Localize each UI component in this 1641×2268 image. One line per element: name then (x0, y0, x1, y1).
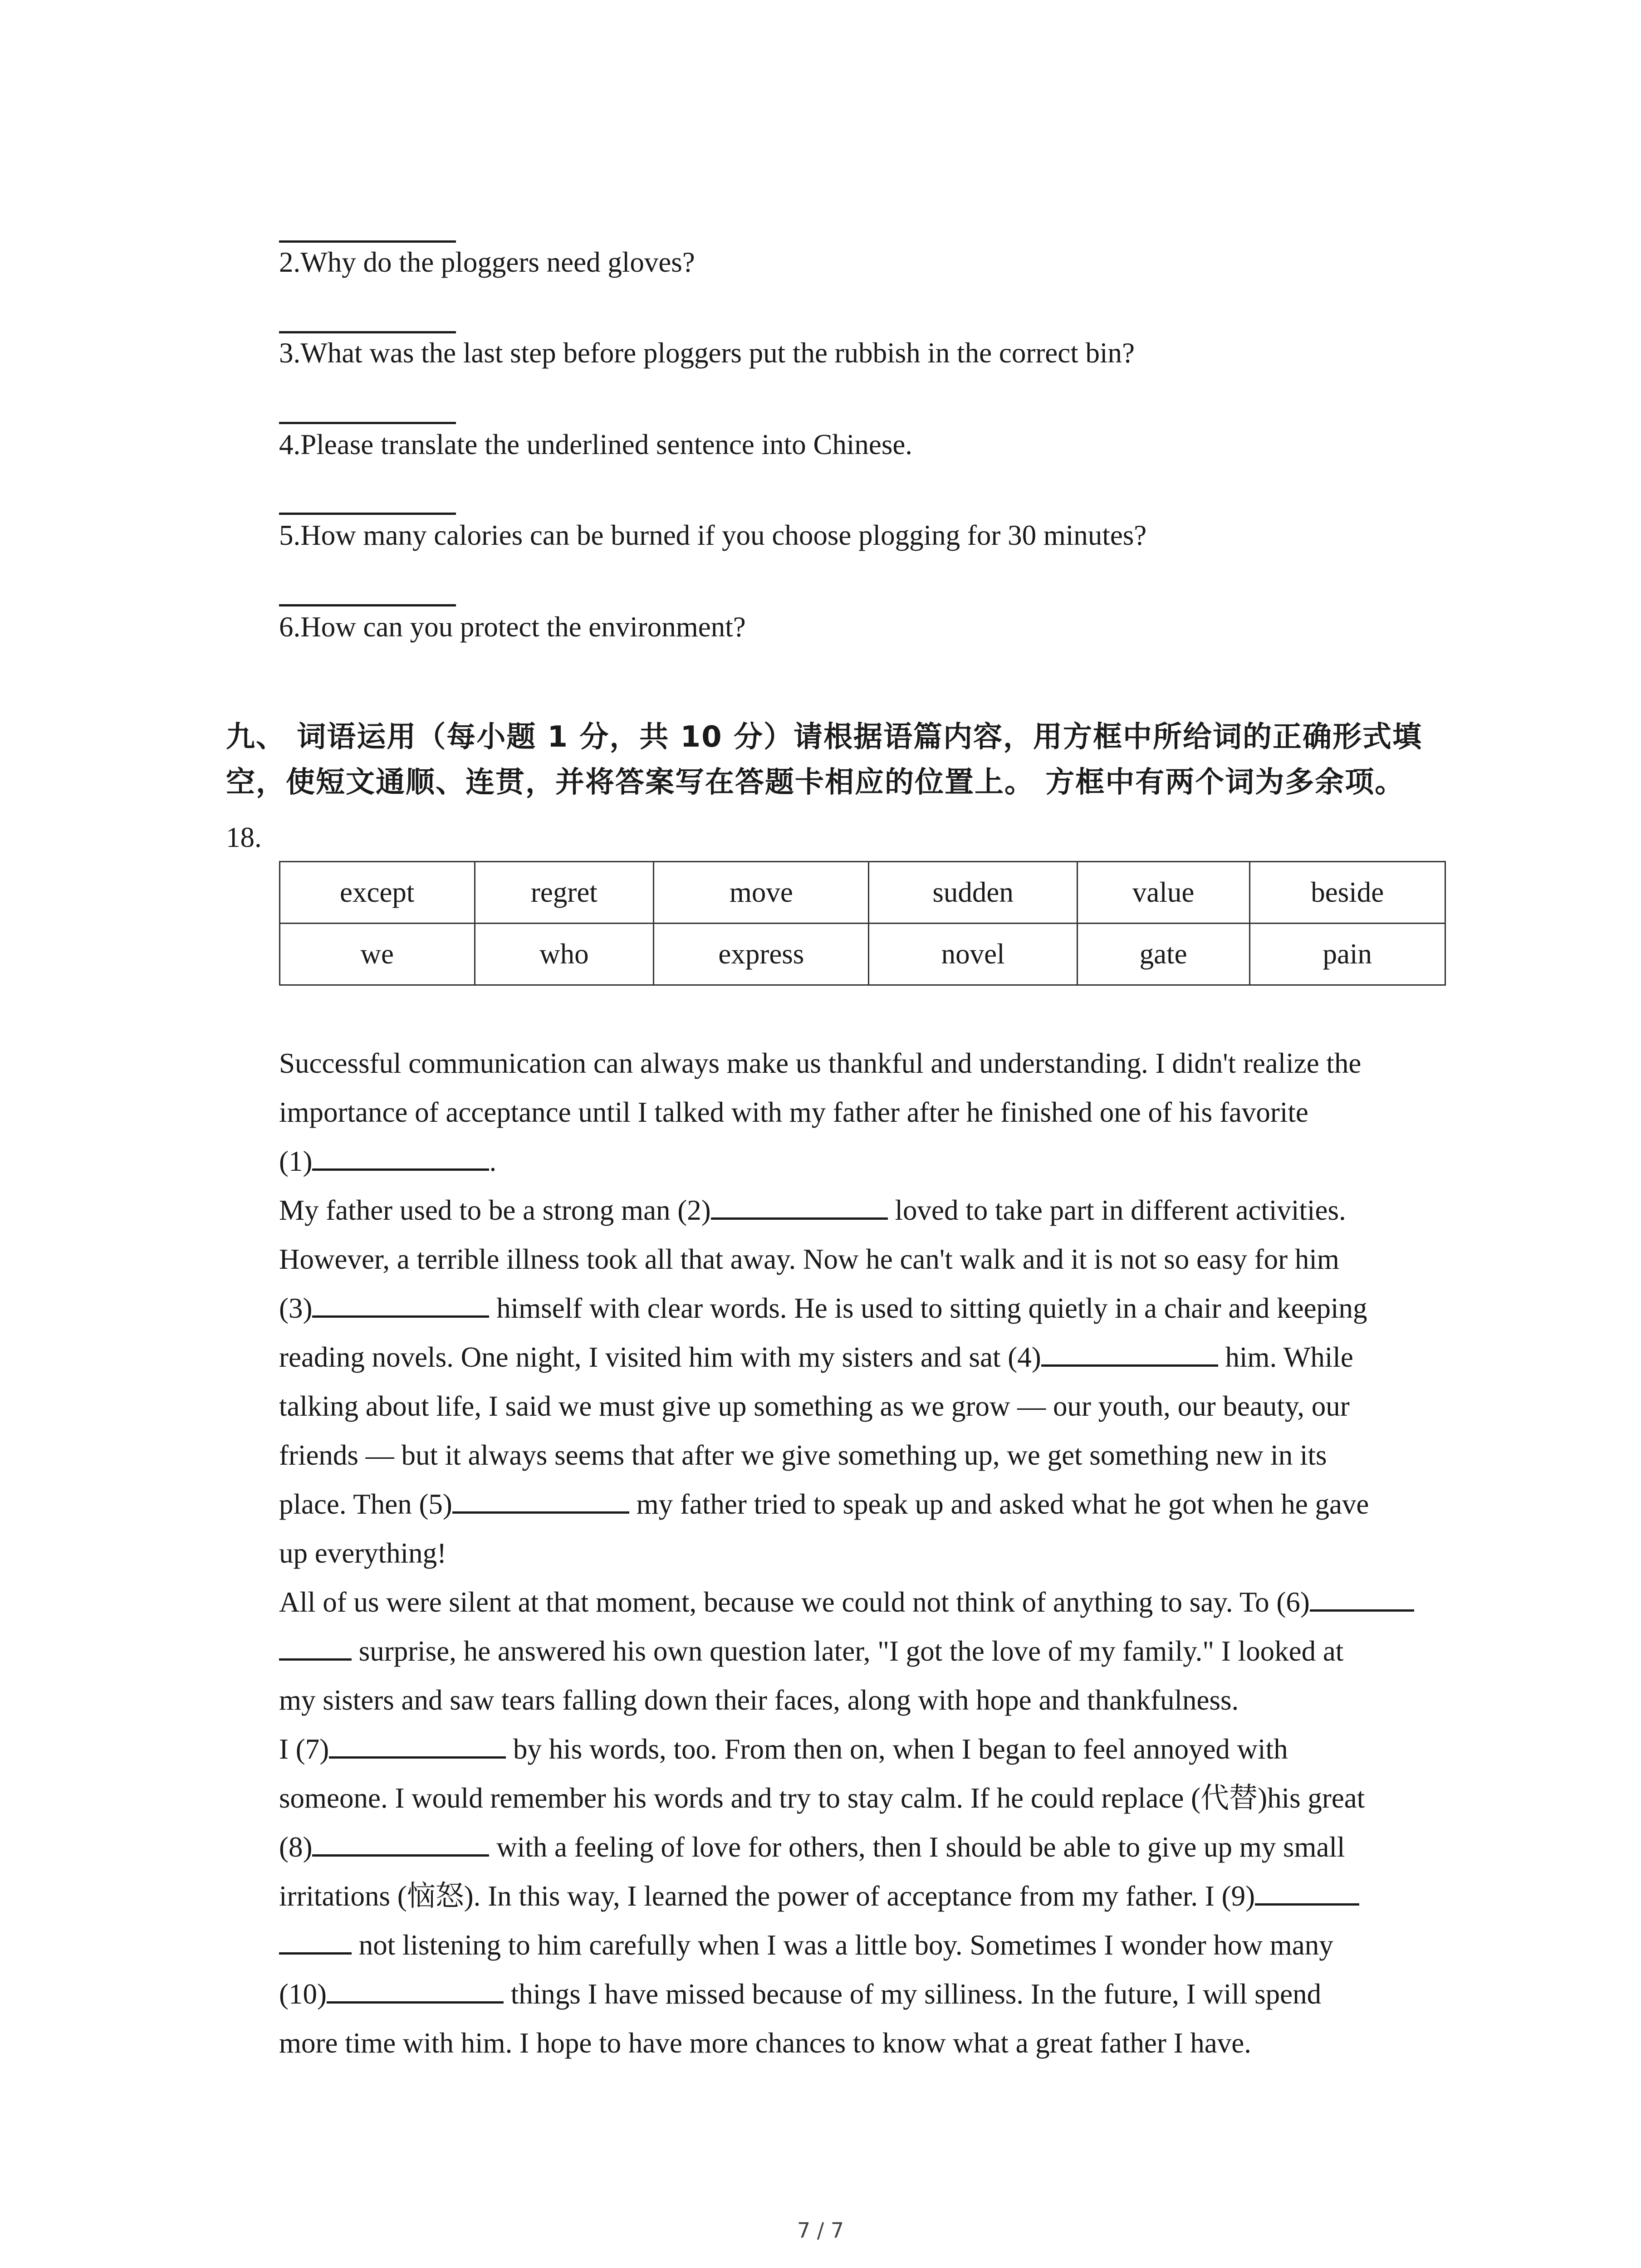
passage-text: surprise, he answered his own question later, "I got the love of my family." I looked at my sisters and saw tears falling down their faces, along with hope and thankfulness. I (7) (279, 1635, 1344, 1765)
word-box (279, 861, 1446, 986)
blank-1 (312, 1140, 489, 1171)
cloze-passage (279, 1039, 1504, 2068)
passage-text: my father tried to speak up and asked what he got when he gave up everything! All of us were silent at that moment, because we could not think of anything to say. To (6) (279, 1488, 1369, 1618)
word-cell: we (280, 924, 475, 985)
blank-2 (711, 1189, 888, 1220)
passage-text: him. While talking about life, I said we must give up something as we grow — our youth, our beauty, our friends — but it always seems that after we give something up, we get something new in its place. Then (5) (279, 1341, 1353, 1520)
question-6: 6.How can you protect the environment? (279, 611, 746, 643)
blank-6a (1310, 1581, 1414, 1612)
page-number: 7 / 7 (797, 2218, 844, 2243)
word-cell: who (475, 924, 654, 985)
question-4: 4.Please translate the underlined sentence into Chinese. (279, 429, 913, 460)
blank-5 (452, 1483, 629, 1514)
answer-line-4 (279, 513, 456, 515)
blank-9b (279, 1924, 352, 1955)
passage-text: not listening to him carefully when I was a little boy. Sometimes I wonder how many (10) (279, 1929, 1333, 2010)
passage-text: Successful communication can always make us thankful and understanding. I didn't realize the importance of acceptance until I talked with my father after he finished one of his favorite (1) (279, 1047, 1362, 1177)
word-cell: value (1077, 862, 1249, 924)
passage-text: by his words, too. From then on, when I began to feel annoyed with someone. I would remember his words and try to stay calm. If he could replace (代替)his great (8) (279, 1733, 1365, 1863)
word-cell: pain (1249, 924, 1445, 985)
word-cell: regret (475, 862, 654, 924)
word-cell: express (654, 924, 869, 985)
question-number: 18. (226, 821, 262, 853)
question-5: 5.How many calories can be burned if you choose plogging for 30 minutes? (279, 519, 1147, 551)
word-box-row (280, 924, 1445, 985)
word-cell: move (654, 862, 869, 924)
word-cell: gate (1077, 924, 1249, 985)
blank-4 (1041, 1336, 1218, 1367)
question-3: 3.What was the last step before ploggers put the rubbish in the correct bin? (279, 337, 1135, 369)
blank-6b (279, 1630, 352, 1661)
word-cell: except (280, 862, 475, 924)
question-2: 2.Why do the ploggers need gloves? (279, 246, 695, 278)
passage-text: . My father used to be a strong man (2) (279, 1145, 711, 1226)
answer-line-2 (279, 331, 456, 333)
section-heading: 九、 词语运用（每小题 1 分，共 10 分）请根据语篇内容，用方框中所给词的正确形式填空，使短文通顺、连贯，并将答案写在答题卡相应的位置上。 方框中有两个词为多余项。 (226, 720, 1422, 799)
blank-10 (327, 1973, 504, 2004)
word-cell: beside (1249, 862, 1445, 924)
answer-line-5 (279, 604, 456, 606)
word-box-row (280, 862, 1445, 924)
blank-3 (312, 1287, 489, 1318)
blank-9a (1255, 1875, 1359, 1906)
blank-7 (329, 1728, 506, 1759)
passage-text: loved to take part in different activities. However, a terrible illness took all that away. Now he can't walk and it is not so easy for him (3) (279, 1194, 1346, 1324)
word-cell: sudden (869, 862, 1077, 924)
word-cell: novel (869, 924, 1077, 985)
passage-text: with a feeling of love for others, then I should be able to give up my small irritations (恼怒). In this way, I learned the power of acceptance from my father. I (9) (279, 1831, 1345, 1912)
passage-text: himself with clear words. He is used to sitting quietly in a chair and keeping reading novels. One night, I visited him with my sisters and sat (4) (279, 1292, 1367, 1373)
answer-line-1 (279, 240, 456, 243)
passage-text: things I have missed because of my silliness. In the future, I will spend more time with him. I hope to have more chances to know what a great father I have. (279, 1978, 1322, 2059)
answer-line-3 (279, 422, 456, 424)
blank-8 (312, 1826, 489, 1857)
